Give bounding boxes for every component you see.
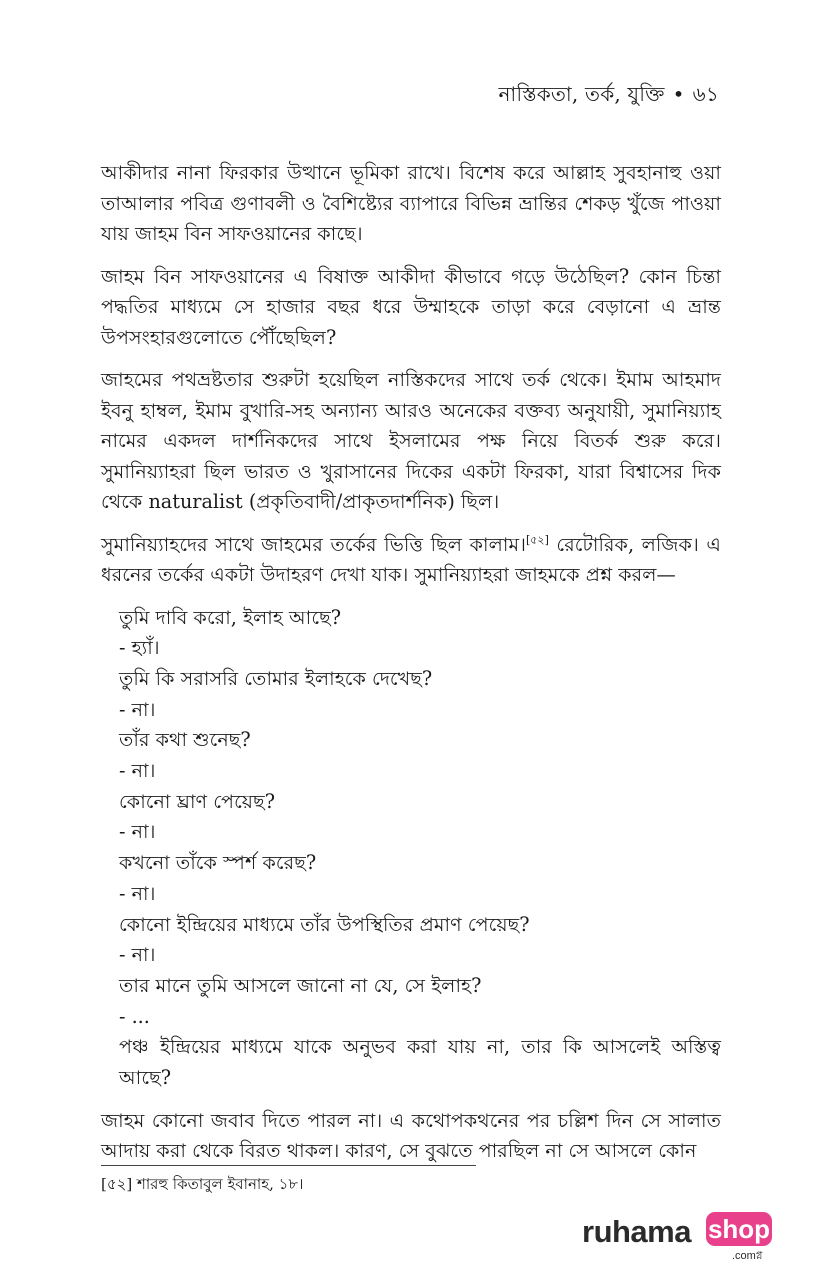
dialog-block xyxy=(119,603,721,1094)
paragraph-3: জাহমের পথভ্রষ্টতার শুরুটা হয়েছিল নাস্তিকদের সাথে তর্ক থেকে। ইমাম আহমাদ ইবনু হাম্বল, ইমাম বুখারি-সহ অন্যান্য আরও অনেকের বক্তব্য অনুযায়ী, সুমানিয়্যাহ নামের একদল দার্শনিকদের সাথে ইসলামের পক্ষ নিয়ে বিতর্ক শুরু করে। সুমানিয়্যাহরা ছিল ভারত ও খুরাসানের দিকের একটা ফিরকা, যারা বিশ্বাসের দিক থেকে naturalist (প্রকৃতিবাদী/প্রাকৃতদার্শনিক) ছিল। xyxy=(101,368,721,513)
dialog-line: - ... xyxy=(119,1004,150,1028)
running-title: নাস্তিকতা, তর্ক, যুক্তি xyxy=(498,82,665,106)
dialog-line: কখনো তাঁকে স্পর্শ করেছ? xyxy=(119,851,317,875)
paragraph-5: জাহম কোনো জবাব দিতে পারল না। এ কথোপকথনের পর চল্লিশ দিন সে সালাত আদায় করা থেকে বিরত থাকল। কারণ, সে বুঝতে পারছিল না সে আসলে কোন xyxy=(101,1108,721,1163)
paragraph-2: জাহম বিন সাফওয়ানের এ বিষাক্ত আকীদা কীভাবে গড়ে উঠেছিল? কোন চিন্তা পদ্ধতির মাধ্যমে সে হাজার বছর ধরে উম্মাহকে তাড়া করে বেড়ানো এ ভ্রান্ত উপসংহারগুলোতে পৌঁছেছিল? xyxy=(101,264,721,349)
footnote-reference[interactable]: [৫২] xyxy=(525,533,549,547)
dialog-line: - না। xyxy=(119,881,156,905)
dialog-line: তুমি কি সরাসরি তোমার ইলাহকে দেখেছ? xyxy=(119,666,433,690)
footnote-divider xyxy=(101,1165,476,1166)
footnote-text: [৫২] শারহু কিতাবুল ইবানাহ, ১৮। xyxy=(101,1175,304,1193)
dialog-line: - না। xyxy=(119,759,156,783)
paragraph-4-text-b: রেটোরিক, লজিক। এ ধরনের তর্কের একটা উদাহরণ দেখা যাক। সুমানিয়্যাহরা জাহমকে প্রশ্ন করল— xyxy=(101,532,721,586)
dialog-line: তার মানে তুমি আসলে জানো না যে, সে ইলাহ? xyxy=(119,973,482,997)
paragraph-4 xyxy=(101,530,721,591)
logo-ruhama-text: ruhama xyxy=(582,1214,691,1249)
paragraph-1: আকীদার নানা ফিরকার উত্থানে ভূমিকা রাখে। বিশেষ করে আল্লাহ সুবহানাহু ওয়া তাআলার পবিত্র গুণাবলী ও বৈশিষ্ট্যের ব্যাপারে বিভিন্ন ভ্রান্তির শেকড় খুঁজে পাওয়া যায় জাহম বিন সাফওয়ানের কাছে। xyxy=(101,161,721,245)
dialog-line: তুমি দাবি করো, ইলাহ আছে? xyxy=(119,605,342,629)
dialog-line: - না। xyxy=(119,820,156,844)
dialog-line: - না। xyxy=(119,697,156,721)
dialog-line: কোনো ঘ্রাণ পেয়েছ? xyxy=(119,789,275,813)
page-body xyxy=(101,158,721,1179)
running-header xyxy=(498,80,719,113)
logo-domain-text: .comগ্ন xyxy=(732,1250,763,1262)
dialog-line: - হ্যাঁ। xyxy=(119,636,160,660)
logo-shop-badge: shop xyxy=(707,1214,771,1244)
dialog-line: - না। xyxy=(119,943,156,967)
header-separator: • xyxy=(672,82,685,106)
paragraph-4-text-a: সুমানিয়্যাহদের সাথে জাহমের তর্কের ভিত্তি ছিল কালাম। xyxy=(101,532,526,556)
dialog-line: কোনো ইন্দ্রিয়ের মাধ্যমে তাঁর উপস্থিতির প্রমাণ পেয়েছ? xyxy=(119,912,530,936)
dialog-line: তাঁর কথা শুনেছ? xyxy=(119,728,251,752)
dialog-line: পঞ্চ ইন্দ্রিয়ের মাধ্যমে যাকে অনুভব করা যায় না, তার কি আসলেই অস্তিত্ব আছে? xyxy=(119,1035,721,1090)
page-number: ৬১ xyxy=(692,82,719,106)
publisher-logo xyxy=(582,1210,777,1260)
